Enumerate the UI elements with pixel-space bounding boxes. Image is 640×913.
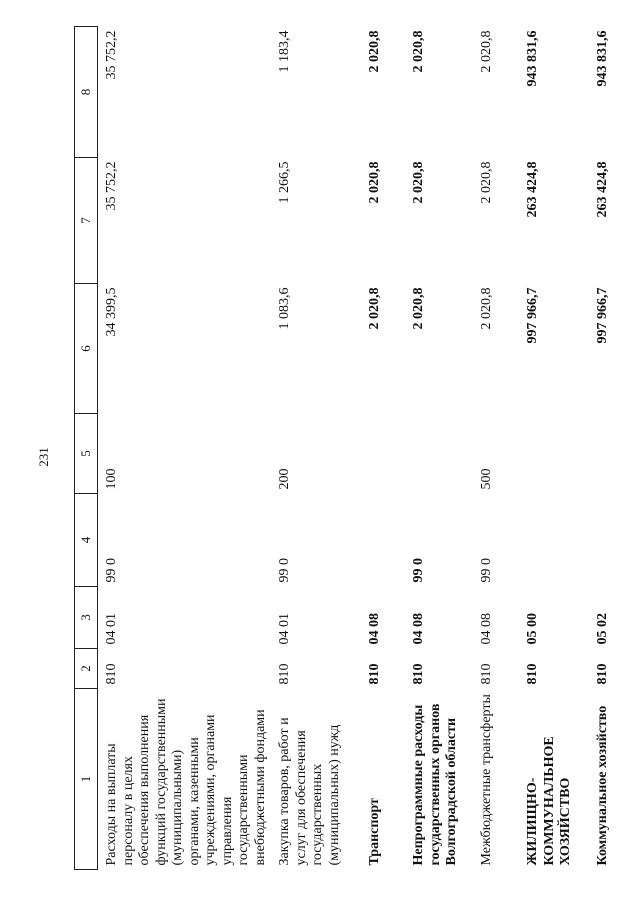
row-value-col8: 2 020,8 — [367, 30, 383, 73]
header-col-5: 5 — [75, 414, 98, 494]
row-value-col6: 997 966,7 — [595, 287, 611, 344]
row-expense-type — [405, 414, 473, 494]
row-value-col6: 1 083,6 — [277, 287, 293, 330]
row-value-col6: 2 020,8 — [411, 287, 427, 330]
table-row — [98, 27, 272, 870]
row-section-code: 04 08 — [411, 613, 427, 645]
row-ministry-code: 810 — [411, 663, 427, 685]
table-row — [405, 27, 473, 870]
header-col-7: 7 — [75, 158, 98, 284]
row-target-code: 99 0 — [104, 558, 119, 583]
row-name: Межбюджетные трансферты — [479, 694, 495, 866]
row-value-col6: 2 020,8 — [367, 287, 383, 330]
page-number: 231 — [36, 447, 51, 467]
header-col-8: 8 — [75, 27, 98, 158]
row-expense-type: 500 — [479, 468, 495, 490]
table-row — [589, 27, 627, 870]
row-expense-type — [361, 414, 405, 494]
table-row — [519, 27, 589, 870]
row-section-code: 04 01 — [277, 613, 293, 645]
row-name: Транспорт — [367, 798, 383, 866]
row-section-code: 05 00 — [525, 613, 541, 645]
row-ministry-code: 810 — [479, 663, 495, 685]
row-ministry-code: 810 — [595, 663, 611, 685]
row-name: Закупка товаров, работ и услуг для обеспечения государственных (муниципальных) нужд — [277, 717, 342, 866]
rotated-budget-table-container — [74, 27, 611, 870]
table-header-row — [75, 27, 98, 870]
row-value-col7: 2 020,8 — [411, 161, 427, 204]
row-expense-type: 200 — [277, 468, 293, 490]
row-value-col7: 263 424,8 — [525, 161, 541, 218]
row-value-col6: 34 399,5 — [104, 287, 119, 337]
row-target-code: 99 0 — [277, 558, 293, 583]
row-value-col8: 943 831,6 — [595, 30, 611, 87]
row-ministry-code: 810 — [104, 663, 119, 685]
row-value-col8: 2 020,8 — [479, 30, 495, 73]
row-ministry-code: 810 — [367, 663, 383, 685]
row-name: Коммунальное хозяйство — [595, 705, 611, 866]
row-expense-type: 100 — [104, 468, 119, 490]
row-target-code: 99 0 — [479, 558, 495, 583]
row-name: Непрограммные расходы государственных органов Волгоградской области — [411, 703, 460, 866]
row-ministry-code: 810 — [277, 663, 293, 685]
row-value-col7: 2 020,8 — [479, 161, 495, 204]
row-value-col7: 263 424,8 — [595, 161, 611, 218]
row-value-col8: 1 183,4 — [277, 30, 293, 73]
row-value-col7: 35 752,2 — [104, 161, 119, 211]
row-section-code: 04 08 — [479, 613, 495, 645]
row-name: ЖИЛИЩНО-КОММУНАЛЬНОЕ ХОЗЯЙСТВО — [525, 736, 574, 866]
header-col-6: 6 — [75, 284, 98, 414]
row-value-col6: 997 966,7 — [525, 287, 541, 344]
row-value-col8: 943 831,6 — [525, 30, 541, 87]
row-target-code — [589, 494, 627, 587]
row-target-code — [361, 494, 405, 587]
row-target-code — [519, 494, 589, 587]
header-col-4: 4 — [75, 494, 98, 587]
row-value-col8: 2 020,8 — [411, 30, 427, 73]
row-value-col6: 2 020,8 — [479, 287, 495, 330]
row-section-code: 04 01 — [104, 613, 119, 645]
table-row — [271, 27, 361, 870]
table-row — [473, 27, 519, 870]
row-value-col8: 35 752,2 — [104, 30, 119, 80]
row-section-code: 04 08 — [367, 613, 383, 645]
table-row — [361, 27, 405, 870]
header-col-2: 2 — [75, 649, 98, 689]
budget-table — [74, 26, 627, 870]
row-section-code: 05 02 — [595, 613, 611, 645]
row-name: Расходы на выплаты персоналу в целях обеспечения выполнения функций государственными (муниципальными) органами, казенными учреждениями, органами управления государственными внебюджетными фондами — [104, 698, 268, 866]
row-value-col7: 1 266,5 — [277, 161, 293, 204]
header-col-3: 3 — [75, 587, 98, 649]
row-target-code: 99 0 — [411, 558, 427, 583]
header-col-1: 1 — [75, 689, 98, 870]
row-expense-type — [519, 414, 589, 494]
row-value-col7: 2 020,8 — [367, 161, 383, 204]
row-expense-type — [589, 414, 627, 494]
row-ministry-code: 810 — [525, 663, 541, 685]
